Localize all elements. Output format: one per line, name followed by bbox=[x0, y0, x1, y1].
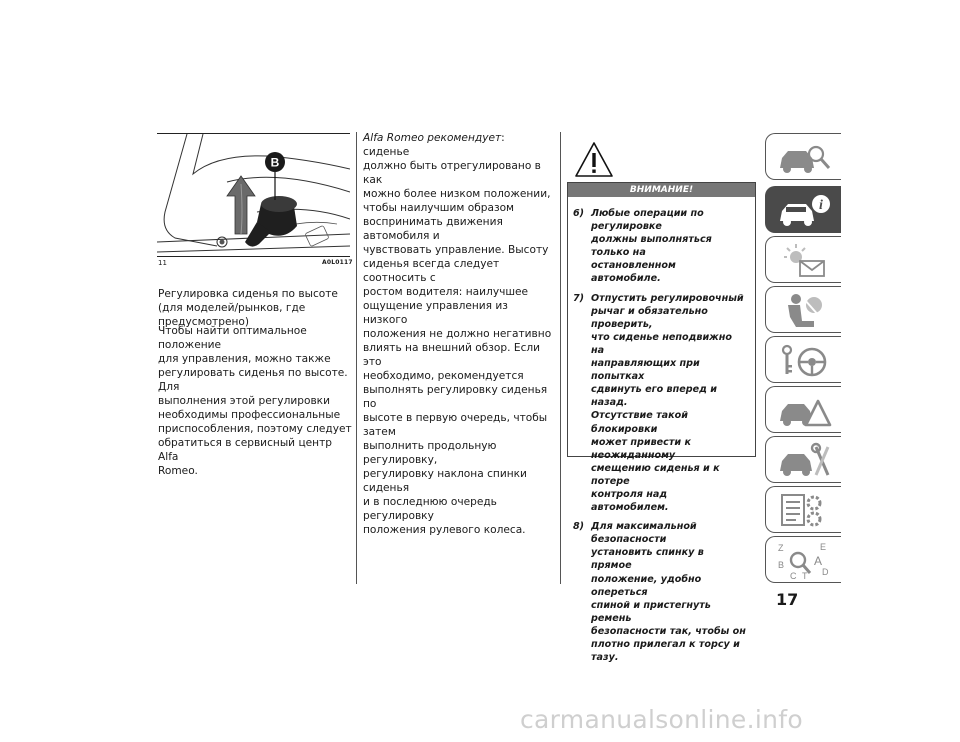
text-line: чувствовать управление. Высоту bbox=[363, 244, 549, 256]
caption-line: Регулировка сиденья по высоте bbox=[158, 288, 338, 300]
warning-item bbox=[573, 207, 747, 286]
warning-triangle-icon bbox=[574, 140, 614, 180]
warning-item-text bbox=[591, 292, 747, 515]
text-line: положения рулевого колеса. bbox=[363, 524, 526, 536]
text-line bbox=[363, 131, 553, 159]
tab-maintenance[interactable] bbox=[765, 436, 841, 483]
text-line: регулировать сиденья по высоте. Для bbox=[158, 367, 348, 393]
car-wrench-icon bbox=[774, 441, 834, 481]
column-divider bbox=[560, 132, 561, 584]
key-steering-wheel-icon bbox=[774, 341, 834, 381]
warning-line: что сиденье неподвижно на bbox=[591, 331, 732, 356]
caption-line: предусмотрено) bbox=[158, 316, 250, 328]
text-line: необходимо, рекомендуется bbox=[363, 370, 524, 382]
text-line: влиять на внешний обзор. Если это bbox=[363, 342, 541, 368]
text-line: Romeo. bbox=[158, 465, 198, 477]
watermark: carmanualsonline.info bbox=[520, 705, 803, 734]
warning-line: остановленном автомобиле. bbox=[591, 260, 676, 285]
text-line: выполнения этой регулировки bbox=[158, 395, 330, 407]
warning-line: рычаг и обязательно проверить, bbox=[591, 305, 708, 330]
svg-text:T: T bbox=[802, 571, 808, 581]
figure-number: 11 bbox=[158, 259, 167, 267]
warning-line: Для максимальной безопасности bbox=[591, 521, 697, 546]
car-info-icon bbox=[774, 191, 834, 231]
warning-item bbox=[573, 292, 747, 515]
text-line: для управления, можно также bbox=[158, 353, 331, 365]
warning-item-text bbox=[591, 520, 747, 664]
caption-line: (для моделей/рынков, где bbox=[158, 302, 306, 314]
tab-starting-driving[interactable] bbox=[765, 336, 841, 383]
warning-line: безопасности так, чтобы он bbox=[591, 625, 746, 637]
warning-item-number: 7) bbox=[573, 292, 585, 304]
warning-list bbox=[568, 197, 755, 664]
svg-text:A: A bbox=[814, 554, 823, 568]
svg-text:E: E bbox=[820, 542, 827, 552]
svg-text:C: C bbox=[790, 571, 797, 581]
text-line: Чтобы найти оптимальное положение bbox=[158, 325, 307, 351]
seat-occupant-airbag-icon bbox=[774, 291, 834, 331]
warning-item bbox=[573, 520, 747, 664]
checklist-gear-icon bbox=[774, 491, 834, 531]
text-line: можно более низком положении, bbox=[363, 188, 551, 200]
car-warning-triangle-icon bbox=[774, 391, 834, 431]
text-line: приспособления, поэтому следует bbox=[158, 423, 352, 435]
text-line: ростом водителя: наилучшее bbox=[363, 286, 529, 298]
svg-text:D: D bbox=[822, 567, 829, 577]
column1-paragraph bbox=[158, 324, 354, 478]
warning-line: контроля над автомобилем. bbox=[591, 488, 669, 514]
recommendation-lead: Alfa Romeo рекомендует bbox=[363, 132, 502, 144]
warning-line: Отпустить регулировочный bbox=[591, 292, 744, 304]
figure-caption bbox=[158, 287, 354, 329]
warning-line: плотно прилегал к торсу и тазу. bbox=[591, 639, 740, 664]
tab-technical-data[interactable] bbox=[765, 486, 841, 533]
warning-line: установить спинку в прямое bbox=[591, 547, 704, 572]
warning-item-number: 8) bbox=[573, 521, 585, 533]
warning-header: ВНИМАНИЕ! bbox=[568, 183, 755, 197]
tab-index[interactable] bbox=[765, 536, 841, 583]
figure-code: A0L0117 bbox=[322, 259, 353, 266]
recommendation-rest: : сиденье bbox=[363, 132, 505, 158]
warning-line: смещению сиденья и к потере bbox=[591, 462, 720, 487]
warning-line: должны выполняться только на bbox=[591, 234, 712, 259]
text-line: воспринимать движения автомобиля и bbox=[363, 216, 503, 242]
column-divider bbox=[356, 132, 357, 584]
tab-car-info[interactable] bbox=[765, 186, 841, 233]
warning-line: Отсутствие такой блокировки bbox=[591, 410, 688, 435]
car-magnifier-icon bbox=[774, 138, 834, 178]
tab-safety[interactable] bbox=[765, 286, 841, 333]
text-line: выполнить продольную регулировку, bbox=[363, 440, 497, 466]
warning-line: спиной и пристегнуть ремень bbox=[591, 599, 711, 624]
warning-line: Любые операции по регулировке bbox=[591, 208, 704, 233]
text-line: должно быть отрегулировано в как bbox=[363, 160, 541, 186]
warning-line: может привести к неожиданному bbox=[591, 436, 692, 461]
svg-text:B: B bbox=[778, 560, 785, 570]
warning-item-text bbox=[591, 207, 747, 286]
warning-box bbox=[567, 182, 756, 664]
alphabet-index-magnifier-icon bbox=[774, 541, 834, 581]
text-line: необходимы профессиональные bbox=[158, 409, 341, 421]
tab-car-inspection[interactable] bbox=[765, 133, 841, 180]
text-line: выполнять регулировку сиденья по bbox=[363, 384, 548, 410]
svg-text:i: i bbox=[819, 198, 823, 213]
tab-emergency[interactable] bbox=[765, 386, 841, 433]
page-number: 17 bbox=[776, 590, 799, 609]
tab-warning-lights[interactable] bbox=[765, 236, 841, 283]
text-line: положения не должно негативно bbox=[363, 328, 552, 340]
seat-height-figure bbox=[157, 133, 350, 257]
warning-line: направляющих при попытках bbox=[591, 358, 700, 383]
svg-text:Z: Z bbox=[778, 543, 784, 553]
column2-paragraph bbox=[363, 131, 553, 537]
warning-light-envelope-icon bbox=[774, 241, 834, 281]
text-line: чтобы наилучшим образом bbox=[363, 202, 515, 214]
warning-item-number: 6) bbox=[573, 208, 585, 219]
warning-line: сдвинуть его вперед и назад. bbox=[591, 384, 717, 409]
text-line: и в последнюю очередь регулировку bbox=[363, 496, 497, 522]
text-line: обратиться в сервисный центр Alfa bbox=[158, 437, 332, 463]
callout-label: B bbox=[270, 155, 280, 170]
text-line: ощущение управления из низкого bbox=[363, 300, 508, 326]
text-line: сиденья всегда следует соотносить с bbox=[363, 258, 500, 284]
text-line: высоте в первую очередь, чтобы затем bbox=[363, 412, 548, 438]
seat-height-illustration bbox=[157, 134, 350, 257]
warning-line: положение, удобно опереться bbox=[591, 573, 702, 598]
text-line: регулировку наклона спинки сиденья bbox=[363, 468, 527, 494]
